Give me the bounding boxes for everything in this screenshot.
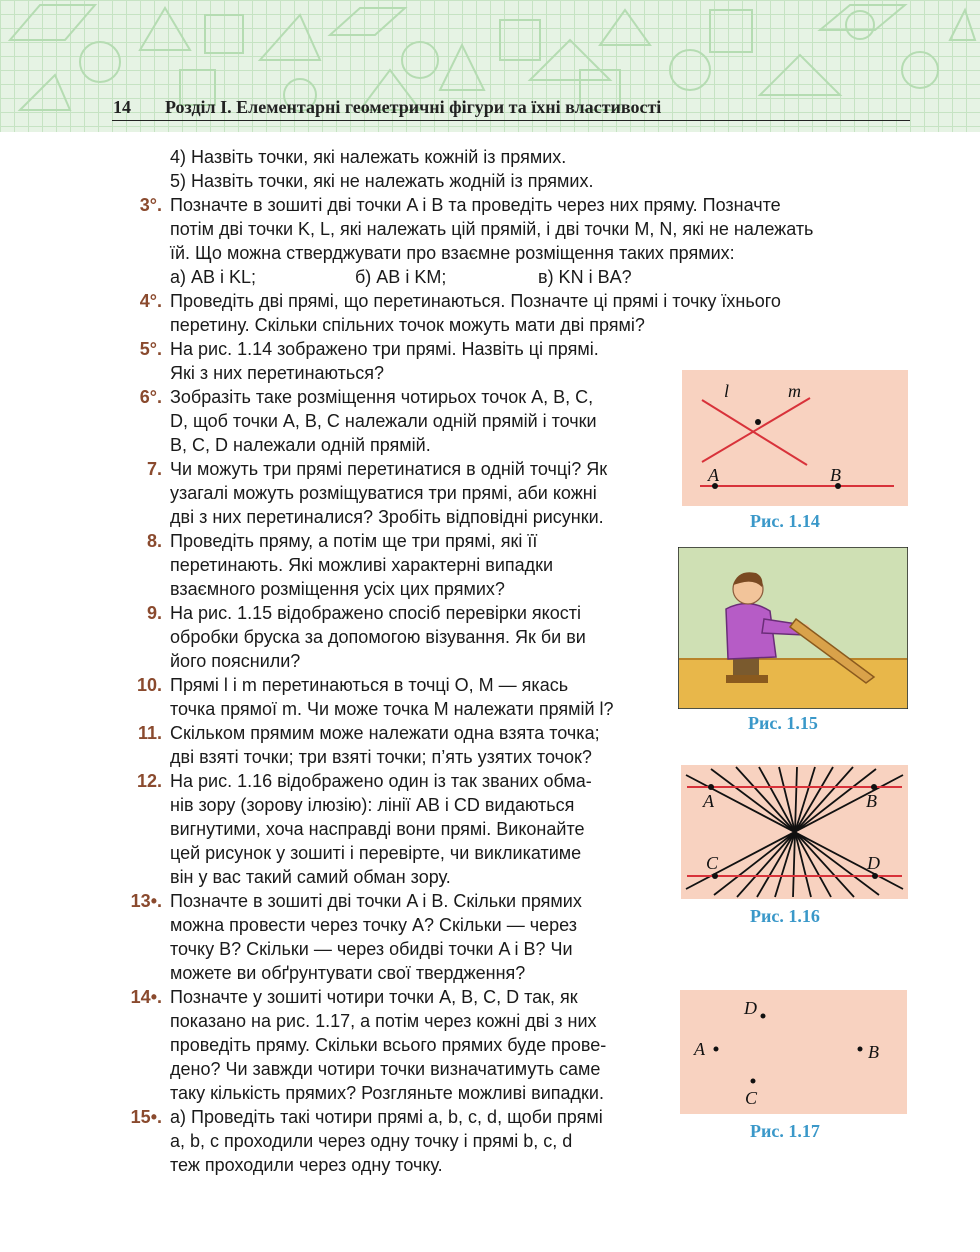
exercise-9-line-3: його пояснили? (170, 651, 301, 671)
intersection-point (755, 419, 761, 425)
exercise-4-line-1: Проведіть дві прямі, що перетинаються. Позначте ці прямі і точку їхнього (170, 291, 781, 311)
exercise-7-line-1: Чи можуть три прямі перетинатися в одній точці? Як (170, 459, 608, 479)
chapter-title: Розділ I. Елементарні геометричні фігури та їхні властивості (165, 97, 662, 117)
exercise-14-line-2: показано на рис. 1.17, а потім через кожні дві з них (170, 1011, 597, 1031)
exercise-6-line-2: D, щоб точки A, B, C належали одній прямій і точки (170, 411, 597, 431)
label-c: C (745, 1088, 758, 1108)
table-surface (679, 659, 907, 708)
exercise-number: 3°. (139, 195, 162, 215)
exercise-number: 14•. (130, 987, 162, 1007)
exercise-number: 15•. (130, 1107, 162, 1127)
label-a: A (694, 1039, 705, 1059)
exercise-11-line-1: Скільком прямим може належати одна взята точка; (170, 723, 600, 743)
label-d: D (744, 998, 757, 1018)
exercise-number: 7. (146, 459, 162, 479)
exercise-number: 10. (136, 675, 162, 695)
exercise-13-line-4: можете ви обґрунтувати свої твердження? (170, 963, 526, 983)
figure-caption: Рис. 1.15 (748, 713, 818, 733)
page-header (0, 0, 980, 132)
figure-caption: Рис. 1.17 (750, 1121, 820, 1141)
exercise-5-line-1: На рис. 1.14 зображено три прямі. Назвіть ці прямі. (170, 339, 599, 359)
label-a: A (708, 465, 719, 485)
exercise-number: 11. (137, 723, 162, 743)
exercise-3-line-1: Позначте в зошиті дві точки A і B та проведіть через них пряму. Позначте (170, 195, 781, 215)
header-rule (112, 120, 910, 121)
figure-caption: Рис. 1.16 (750, 906, 820, 926)
exercise-14-line-1: Позначте у зошиті чотири точки A, B, C, D так, як (170, 987, 578, 1007)
exercise-15-line-3: теж проходили через одну точку. (170, 1155, 443, 1175)
exercise-12-line-2: нів зору (зорову ілюзію): лінії AB і CD видаються (170, 795, 575, 815)
exercise-6-line-1: Зобразіть таке розміщення чотирьох точок A, B, C, (170, 387, 594, 407)
exercise-15-line-2: a, b, c проходили через одну точку і прямі b, c, d (170, 1131, 573, 1151)
exercise-14-line-5: таку кількість прямих? Розгляньте можливі випадки. (170, 1083, 604, 1103)
label-a: A (703, 791, 714, 811)
exercise-15-line-1: а) Проведіть такі чотири прямі a, b, c, d, щоби прямі (170, 1107, 603, 1127)
exercise-9-line-1: На рис. 1.15 відображено спосіб перевірки якості (170, 603, 581, 623)
label-b: B (868, 1042, 879, 1062)
exercise-9-line-2: обробки бруска за допомогою візування. Як би ви (170, 627, 586, 647)
point-a (714, 1047, 719, 1052)
exercise-12-line-4: цей рисунок у зошиті і перевірте, чи викликатиме (170, 843, 582, 863)
exercise-4-line-2: перетину. Скільки спільних точок можуть мати дві прямі? (170, 315, 645, 335)
exercise-5-line-2: Які з них перетинаються? (170, 363, 385, 383)
exercise-6-line-3: B, C, D належали одній прямій. (170, 435, 431, 455)
point-c (712, 873, 718, 879)
exercise-number: 4°. (139, 291, 162, 311)
intro-item-5: 5) Назвіть точки, які не належать жодній із прямих. (170, 171, 594, 191)
label-m: m (788, 381, 801, 401)
exercise-13-line-2: можна провести через точку A? Скільки — через (170, 915, 577, 935)
label-c: C (706, 853, 719, 873)
page-number: 14 (113, 97, 131, 117)
exercise-number: 13•. (130, 891, 162, 911)
exercise-12-line-3: вигнутими, хоча насправді вони прямі. Виконайте (170, 819, 585, 839)
point-b (858, 1047, 863, 1052)
intro-item-4: 4) Назвіть точки, які належать кожній із прямих. (170, 147, 567, 167)
point-b (871, 784, 877, 790)
label-d: D (867, 853, 880, 873)
exercise-7-line-3: дві з них перетиналися? Зробіть відповідні рисунки. (170, 507, 604, 527)
exercise-number: 5°. (139, 339, 162, 359)
exercise-8-line-2: перетинають. Які можливі характерні випадки (170, 555, 554, 575)
point-d (872, 873, 878, 879)
exercise-number: 8. (146, 531, 162, 551)
exercise-3-option-b: б) AB і KM; (355, 267, 447, 287)
exercise-number: 6°. (139, 387, 162, 407)
exercise-7-line-2: узагалі можуть розміщуватися три прямі, аби кожні (170, 483, 597, 503)
exercise-14-line-4: дено? Чи завжди чотири точки визначатимуть саме (170, 1059, 601, 1079)
figure-1-15 (678, 547, 908, 709)
figure-1-14 (682, 370, 908, 506)
point-c (751, 1079, 756, 1084)
figure-1-16 (681, 765, 908, 899)
label-b: B (866, 791, 877, 811)
point-a (708, 784, 714, 790)
exercise-number: 12. (136, 771, 162, 791)
exercise-14-line-3: проведіть пряму. Скільки всього прямих буде прове- (170, 1035, 607, 1055)
figure-caption: Рис. 1.14 (750, 511, 820, 531)
label-l: l (724, 381, 730, 401)
exercise-8-line-3: взаємного розміщення усіх цих прямих? (170, 579, 505, 599)
exercise-3-line-3: їй. Що можна стверджувати про взаємне розміщення таких прямих: (170, 243, 735, 263)
tool-block (726, 675, 768, 683)
exercise-3-option-a: а) AB і KL; (170, 267, 257, 287)
exercise-10-line-2: точка прямої m. Чи може точка M належати прямій l? (170, 699, 614, 719)
figure-1-17 (680, 990, 907, 1114)
exercise-10-line-1: Прямі l і m перетинаються в точці O, M — якась (170, 675, 569, 695)
exercise-13-line-3: точку B? Скільки — через обидві точки A і B? Чи (170, 939, 573, 959)
exercise-3-line-2: потім дві точки K, L, які належать цій прямій, і дві точки M, N, які не належать (170, 219, 814, 239)
exercise-13-line-1: Позначте в зошиті дві точки A і B. Скільки прямих (170, 891, 582, 911)
exercise-11-line-2: дві взяті точки; три взяті точки; п’ять узятих точок? (170, 747, 592, 767)
exercise-8-line-1: Проведіть пряму, а потім ще три прямі, які її (170, 531, 538, 551)
exercise-3-option-c: в) KN і BA? (538, 267, 632, 287)
exercise-12-line-1: На рис. 1.16 відображено один із так званих обма- (170, 771, 592, 791)
label-b: B (830, 465, 841, 485)
exercise-12-line-5: він у вас такий самий обман зору. (170, 867, 451, 887)
exercise-number: 9. (146, 603, 162, 623)
point-d (761, 1014, 766, 1019)
